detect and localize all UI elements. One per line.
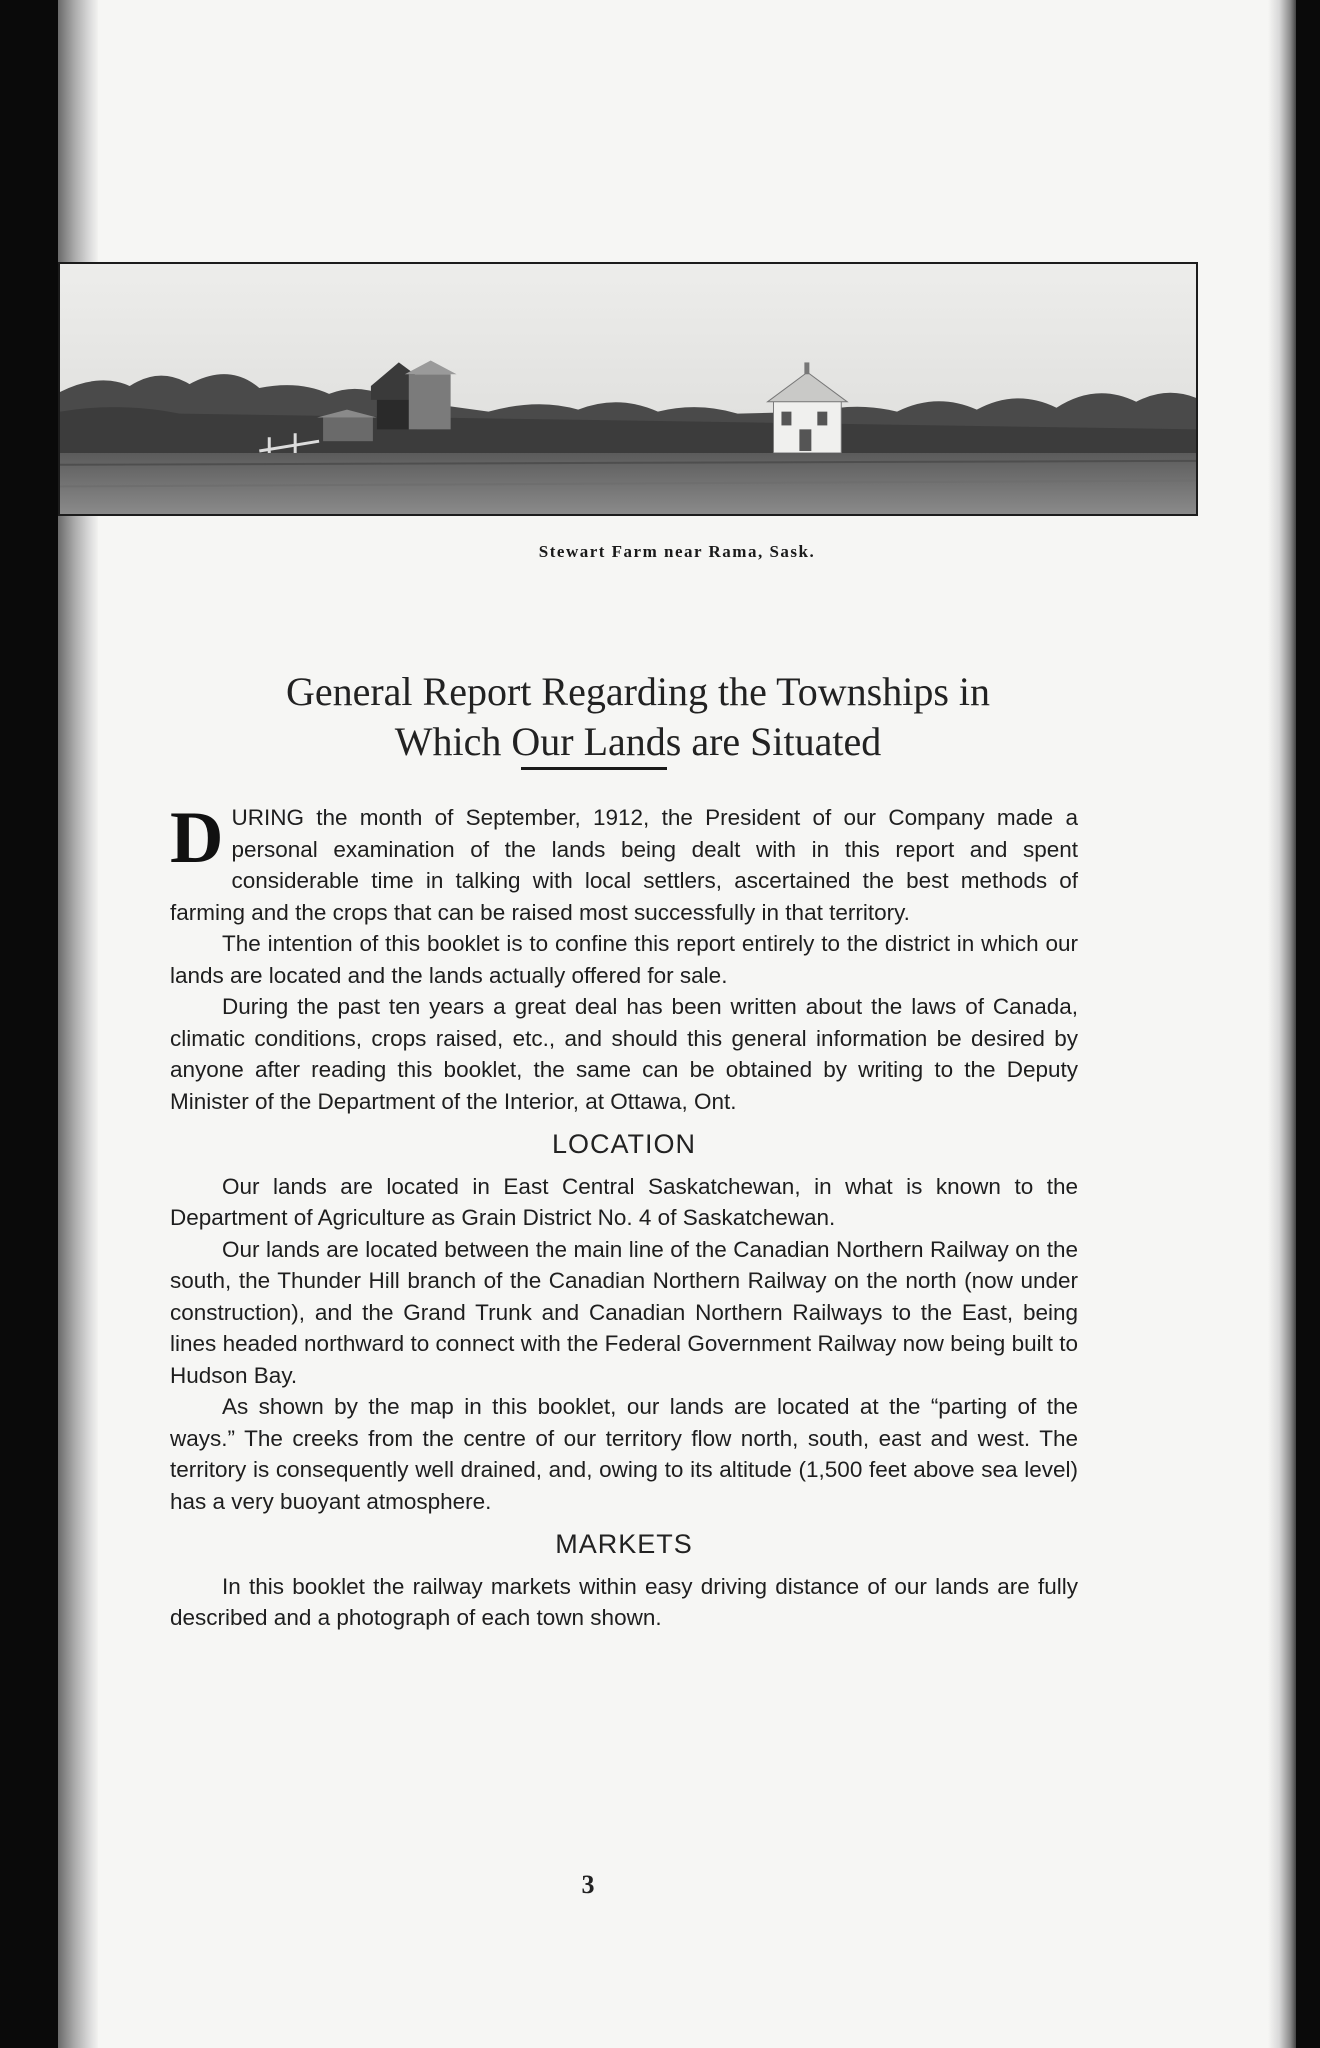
intro-paragraph-3: During the past ten years a great deal has been written about the laws of Canada, climatic conditions, crops raised, etc., and should this general information be desired by anyone after reading this booklet, the same can be obtained by writing to the Deputy Minister of the Department of the Interior, at Ottawa, Ont.	[170, 994, 1078, 1114]
report-body	[170, 797, 1078, 1634]
document-page	[58, 0, 1296, 2048]
page-number: 3	[581, 1870, 595, 1899]
page-title	[138, 667, 1138, 767]
location-heading: LOCATION	[551, 1129, 696, 1159]
photo-caption: Stewart Farm near Rama, Sask.	[538, 542, 816, 561]
markets-paragraph-1: In this booklet the railway markets within easy driving distance of our lands are fully described and a photograph of each town shown.	[170, 1573, 1078, 1630]
location-paragraph-3: As shown by the map in this booklet, our lands are located at the “parting of the ways.” The creeks from the centre of our territory flow north, south, east and west. The territory is consequently well drained, and, owing to its altitude (1,500 feet above sea level) has a very buoyant atmosphere.	[170, 1394, 1078, 1514]
drop-cap: D	[170, 797, 224, 879]
farm-photo-illustration	[60, 264, 1196, 514]
farm-photograph	[58, 262, 1198, 516]
page-right-edge-shadow	[1268, 0, 1296, 2048]
title-line-1: General Report Regarding the Townships in	[285, 668, 991, 714]
intro-paragraph-1-text: URING the month of September, 1912, the President of our Company made a personal examination of the lands being dealt with in this report and spent considerable time in talking with local settlers, ascertained the best methods of farming and the crops that can be raised most successfully in that territory.	[170, 805, 1078, 925]
intro-paragraph-1	[170, 797, 1078, 928]
markets-heading: MARKETS	[555, 1529, 693, 1559]
intro-paragraph-2: The intention of this booklet is to confine this report entirely to the district in which our lands are located and the lands actually offered for sale.	[170, 931, 1078, 988]
location-paragraph-2: Our lands are located between the main line of the Canadian Northern Railway on the south, the Thunder Hill branch of the Canadian Northern Railway on the north (now under construction), and the Grand Trunk and Canadian Northern Railways to the East, being lines headed northward to connect with the Federal Government Railway now being built to Hudson Bay.	[170, 1236, 1078, 1388]
title-divider	[521, 767, 667, 770]
title-line-2: Which Our Lands are Situated	[394, 718, 882, 764]
location-paragraph-1: Our lands are located in East Central Saskatchewan, in what is known to the Department of Agriculture as Grain District No. 4 of Saskatchewan.	[170, 1173, 1078, 1230]
